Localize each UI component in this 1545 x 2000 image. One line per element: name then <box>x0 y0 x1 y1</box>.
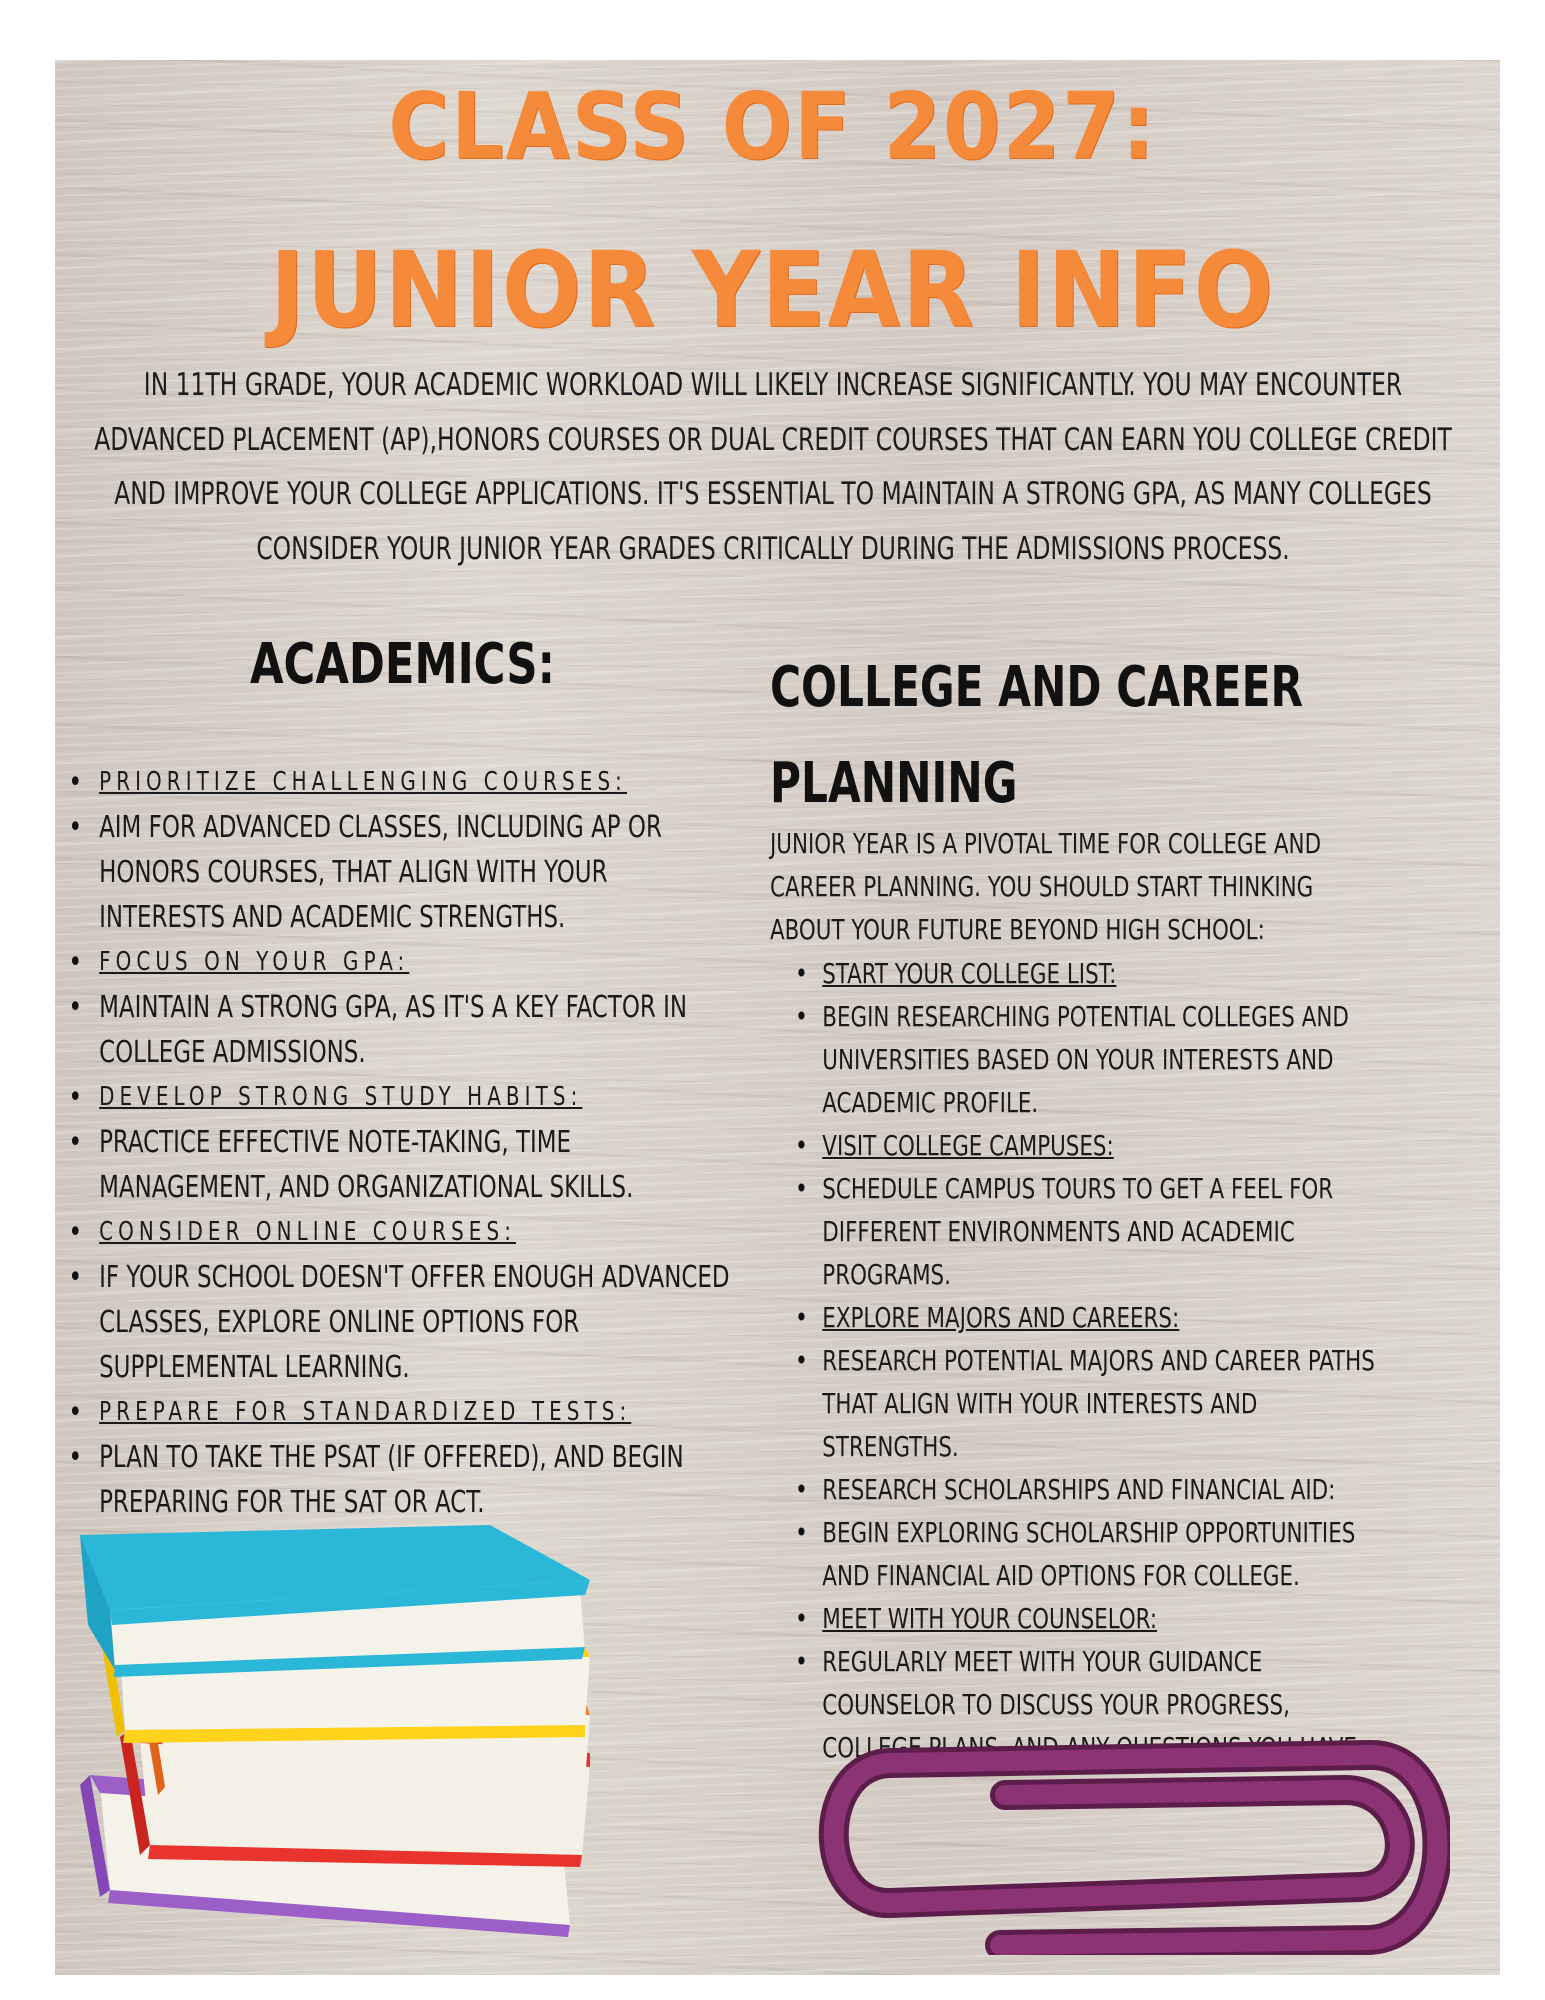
career-list <box>790 952 1377 1769</box>
list-subheading: • CONSIDER ONLINE COURSES: <box>60 1210 740 1255</box>
list-item: • RESEARCH SCHOLARSHIPS AND FINANCIAL AID: <box>790 1468 1377 1511</box>
list-subheading: • EXPLORE MAJORS AND CAREERS: <box>790 1296 1377 1339</box>
intro-paragraph-wrap <box>0 358 1545 576</box>
list-item: • SCHEDULE CAMPUS TOURS TO GET A FEEL FOR DIFFERENT ENVIRONMENTS AND ACADEMIC PROGRAMS. <box>790 1167 1377 1296</box>
title-line-2: JUNIOR YEAR INFO <box>269 229 1276 351</box>
list-item: • REGULARLY MEET WITH YOUR GUIDANCE COUNSELOR TO DISCUSS YOUR PROGRESS, COLLEGE PLANS, AND ANY QUESTIONS YOU HAVE. <box>790 1640 1377 1769</box>
career-heading: COLLEGE AND CAREER PLANNING <box>770 655 1304 816</box>
list-subheading: • PREPARE FOR STANDARDIZED TESTS: <box>60 1390 740 1435</box>
list-subheading: • START YOUR COLLEGE LIST: <box>790 952 1377 995</box>
list-item: • RESEARCH POTENTIAL MAJORS AND CAREER PATHS THAT ALIGN WITH YOUR INTERESTS AND STRENGTHS. <box>790 1339 1377 1468</box>
title-line-1: CLASS OF 2027: <box>388 73 1157 180</box>
career-intro: JUNIOR YEAR IS A PIVOTAL TIME FOR COLLEGE AND CAREER PLANNING. YOU SHOULD START THINKING ABOUT YOUR FUTURE BEYOND HIGH SCHOOL: <box>770 827 1322 946</box>
intro-paragraph: IN 11TH GRADE, YOUR ACADEMIC WORKLOAD WILL LIKELY INCREASE SIGNIFICANTLY. YOU MAY ENCOUNTER ADVANCED PLACEMENT (AP),HONORS COURSES OR DUAL CREDIT COURSES THAT CAN EARN YOU COLLEGE CREDIT AND IMPROVE YOUR COLLEGE APPLICATIONS. IT'S ESSENTIAL TO MAINTAIN A STRONG GPA, AS MANY COLLEGES CONSIDER YOUR JUNIOR YEAR GRADES CRITICALLY DURING THE ADMISSIONS PROCESS. <box>93 367 1452 567</box>
list-item: • AIM FOR ADVANCED CLASSES, INCLUDING AP OR HONORS COURSES, THAT ALIGN WITH YOUR INTERESTS AND ACADEMIC STRENGTHS. <box>60 805 740 940</box>
books-stack-illustration <box>70 1525 630 1945</box>
list-item: • BEGIN RESEARCHING POTENTIAL COLLEGES AND UNIVERSITIES BASED ON YOUR INTERESTS AND ACADEMIC PROFILE. <box>790 995 1377 1124</box>
list-item: • BEGIN EXPLORING SCHOLARSHIP OPPORTUNITIES AND FINANCIAL AID OPTIONS FOR COLLEGE. <box>790 1511 1377 1597</box>
list-subheading: • VISIT COLLEGE CAMPUSES: <box>790 1124 1377 1167</box>
academics-heading: ACADEMICS: <box>250 632 555 697</box>
list-subheading: • PRIORITIZE CHALLENGING COURSES: <box>60 760 740 805</box>
list-subheading: • MEET WITH YOUR COUNSELOR: <box>790 1597 1377 1640</box>
list-item: • PLAN TO TAKE THE PSAT (IF OFFERED), AND BEGIN PREPARING FOR THE SAT OR ACT. <box>60 1435 740 1525</box>
list-subheading: • DEVELOP STRONG STUDY HABITS: <box>60 1075 740 1120</box>
academics-list <box>60 760 740 1525</box>
list-item: • IF YOUR SCHOOL DOESN'T OFFER ENOUGH ADVANCED CLASSES, EXPLORE ONLINE OPTIONS FOR SUPPLEMENTAL LEARNING. <box>60 1255 740 1390</box>
list-item: • PRACTICE EFFECTIVE NOTE-TAKING, TIME MANAGEMENT, AND ORGANIZATIONAL SKILLS. <box>60 1120 740 1210</box>
list-item: • MAINTAIN A STRONG GPA, AS IT'S A KEY FACTOR IN COLLEGE ADMISSIONS. <box>60 985 740 1075</box>
list-subheading: • FOCUS ON YOUR GPA: <box>60 940 740 985</box>
paperclip-illustration <box>770 1735 1450 1955</box>
